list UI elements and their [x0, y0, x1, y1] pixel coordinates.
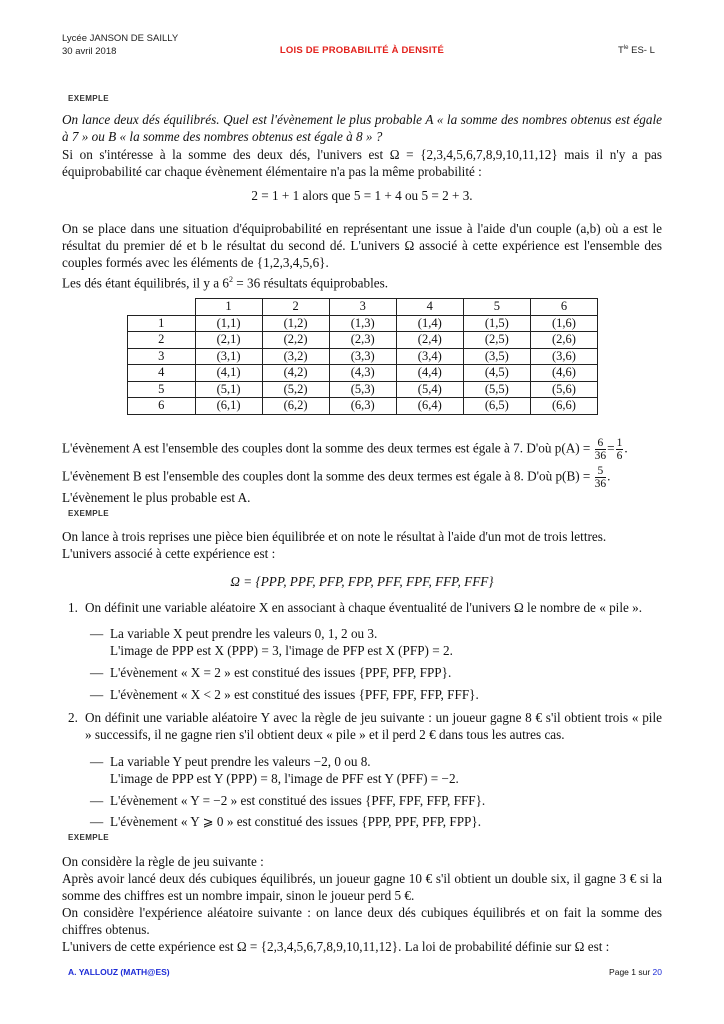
footer-page-number: [609, 967, 662, 977]
table-cell: (5,1): [195, 381, 262, 398]
class-prefix: T: [618, 45, 624, 57]
table-cell: (6,6): [530, 398, 597, 415]
table-cell: (3,5): [463, 348, 530, 365]
table-cell: (6,1): [195, 398, 262, 415]
bullet-item: [90, 664, 660, 681]
row-header: 1: [128, 315, 196, 332]
bullet-text-2: L'image de PPP est Y (PPP) = 8, l'image de PFF est Y (PFF) = −2.: [110, 771, 459, 787]
page-prefix: Page 1 sur: [609, 967, 653, 977]
example1-question: On lance deux dés équilibrés. Quel est l'évènement le plus probable A « la somme des nombres obtenus est égale à 7 » ou B « la somme des nombres obtenus est égale à 8 » ?: [62, 112, 662, 145]
bullet-text: La variable Y peut prendre les valeurs −2, 0 ou 8.: [110, 754, 371, 769]
example1-equation: 2 = 1 + 1 alors que 5 = 1 + 4 ou 5 = 2 + 3.: [251, 188, 473, 203]
table-cell: (1,2): [262, 315, 329, 332]
class-label: [618, 45, 655, 56]
bullet-text: L'évènement « X = 2 » est constitué des issues {PPF, PFP, FPP}.: [110, 665, 452, 680]
bullet-text-2: L'image de PPP est X (PPP) = 3, l'image de PFP est X (PFP) = 2.: [110, 643, 453, 659]
event-b-line: L'évènement B est l'ensemble des couples dont la somme des deux termes est égale à 8. D'où p(B) = $\frac{5}{36}$ .: [62, 465, 611, 490]
row-header: 6: [128, 398, 196, 415]
list-item-2: [68, 709, 662, 743]
row-header: 2: [128, 332, 196, 349]
table-cell: (5,6): [530, 381, 597, 398]
frac-den: 6: [616, 450, 623, 462]
bullet-item: [90, 813, 660, 830]
table-row: [128, 332, 598, 349]
table-row: [128, 365, 598, 382]
fraction-6-36: [595, 437, 607, 462]
bullet-item: [90, 686, 660, 703]
school-name: Lycée JANSON DE SAILLY: [62, 33, 179, 44]
example2-para1: On lance à trois reprises une pièce bien équilibrée et on note le résultat à l'aide d'un mot de trois lettres.: [62, 529, 607, 544]
event-b-text: L'évènement B est l'ensemble des couples dont la somme des deux termes est égale à 8. D'où p(B) =: [62, 468, 591, 484]
table-cell: (3,6): [530, 348, 597, 365]
row-header: 4: [128, 365, 196, 382]
table-row: [128, 398, 598, 415]
column-header: 4: [396, 299, 463, 316]
coin-universe: Ω = {PPP, PPF, PFP, FPP, PFF, FPF, FFP, FFF}: [230, 574, 494, 589]
dash-bullet-icon: —: [90, 814, 104, 829]
column-header: 3: [329, 299, 396, 316]
fraction-5-36: [595, 465, 607, 490]
table-row: [128, 315, 598, 332]
column-header: 1: [195, 299, 262, 316]
fraction-1-6: [616, 437, 624, 462]
list-number: 1.: [68, 600, 78, 615]
table-cell: (2,4): [396, 332, 463, 349]
table-cell: (1,4): [396, 315, 463, 332]
table-cell: (3,4): [396, 348, 463, 365]
table-cell: (5,5): [463, 381, 530, 398]
table-cell: (4,5): [463, 365, 530, 382]
example-label: EXEMPLE: [68, 833, 110, 842]
table-row: [128, 348, 598, 365]
list-number: 2.: [68, 710, 78, 725]
table-cell: (5,3): [329, 381, 396, 398]
frac-den: 36: [594, 478, 607, 490]
list-item-1: [68, 599, 668, 616]
document-title: LOIS DE PROBABILITÉ À DENSITÉ: [279, 45, 445, 56]
table-cell: (1,6): [530, 315, 597, 332]
table-cell: (6,4): [396, 398, 463, 415]
bullet-item: [90, 625, 660, 659]
table-cell: (1,1): [195, 315, 262, 332]
example-label: EXEMPLE: [68, 94, 110, 103]
table-cell: (2,5): [463, 332, 530, 349]
table-cell: (2,6): [530, 332, 597, 349]
table-cell: (4,1): [195, 365, 262, 382]
row-header: 5: [128, 381, 196, 398]
table-cell: (1,5): [463, 315, 530, 332]
table-cell: (3,2): [262, 348, 329, 365]
table-cell: (5,4): [396, 381, 463, 398]
dash-bullet-icon: —: [90, 665, 104, 680]
dice-outcomes-table: [127, 298, 598, 415]
bullet-text: L'évènement « Y = −2 » est constitué des issues {PFF, FPF, FFP, FFF}.: [110, 793, 486, 808]
example-label: EXEMPLE: [68, 509, 110, 518]
table-cell: (1,3): [329, 315, 396, 332]
frac-den: 36: [594, 450, 607, 462]
bullet-item: [90, 753, 660, 787]
example3-para2: Après avoir lancé deux dés cubiques équilibrés, un joueur gagne 10 € s'il obtient un double six, il gagne 3 € si la somme des chiffres est un nombre impair, sinon le joueur perd 5 €.: [62, 871, 662, 904]
dash-bullet-icon: —: [90, 754, 104, 769]
table-row: [128, 381, 598, 398]
bullet-text: La variable X peut prendre les valeurs 0, 1, 2 ou 3.: [110, 626, 378, 641]
table-header-row: [128, 299, 598, 316]
list-item-text: On définit une variable aléatoire X en associant à chaque éventualité de l'univers Ω le nombre de « pile ».: [85, 600, 643, 615]
frac-num: 5: [595, 465, 607, 478]
event-a-text: L'évènement A est l'ensemble des couples dont la somme des deux termes est égale à 7. D'où p(A) =: [62, 440, 591, 456]
table-cell: (4,2): [262, 365, 329, 382]
page-total-link[interactable]: 20: [652, 967, 662, 977]
table-cell: (6,3): [329, 398, 396, 415]
example2-para2: L'univers associé à cette expérience est :: [62, 546, 276, 561]
bullet-text: L'évènement « X < 2 » est constitué des issues {PFF, FPF, FFP, FFF}.: [110, 687, 479, 702]
bullet-item: [90, 792, 660, 809]
example3-para1: On considère la règle de jeu suivante :: [62, 854, 264, 869]
table-cell: (4,6): [530, 365, 597, 382]
table-cell: (3,3): [329, 348, 396, 365]
para3-sup: 2: [229, 275, 233, 284]
example1-conclusion: L'évènement le plus probable est A.: [62, 490, 251, 505]
column-header: 2: [262, 299, 329, 316]
event-a-line: L'évènement A est l'ensemble des couples dont la somme des deux termes est égale à 7. D'où p(A) = $\frac{6}{36}$ = $\frac{1}{6}$ .: [62, 437, 628, 462]
example1-para2: On se place dans une situation d'équiprobabilité en représentant une issue à l'aide d'un couple (a,b) où a est le résultat du premier dé et b le résultat du second dé. L'univers Ω associé à cette expérience est l'ensemble des couples formés avec les éléments de {1,2,3,4,5,6}.: [62, 221, 662, 271]
class-sup: le: [623, 45, 629, 51]
table-cell: (4,4): [396, 365, 463, 382]
row-header: 3: [128, 348, 196, 365]
frac-num: 1: [616, 437, 623, 449]
table-cell: (2,2): [262, 332, 329, 349]
table-cell: (2,1): [195, 332, 262, 349]
table-cell: (3,1): [195, 348, 262, 365]
footer-author: A. YALLOUZ (MATH@ES): [68, 967, 170, 977]
example3-para3: On considère l'expérience aléatoire suivante : on lance deux dés cubiques équilibrés et on fait la somme des chiffres obtenus.: [62, 905, 662, 938]
document-date: 30 avril 2018: [62, 46, 117, 57]
dash-bullet-icon: —: [90, 626, 104, 641]
class-suffix: ES- L: [628, 45, 655, 57]
table-cell: (2,3): [329, 332, 396, 349]
table-cell: (6,5): [463, 398, 530, 415]
example1-para1: Si on s'intéresse à la somme des deux dés, l'univers est Ω = {2,3,4,5,6,7,8,9,10,11,12} mais il n'y a pas équiprobabilité car chaque évènement élémentaire n'a pas la même probabilité :: [62, 147, 662, 180]
dash-bullet-icon: —: [90, 793, 104, 808]
table-corner: [128, 299, 196, 316]
frac-num: 6: [595, 437, 607, 450]
list-item-text: On définit une variable aléatoire Y avec la règle de jeu suivante : un joueur gagne 8 € s'il obtient trois « pile » successifs, il ne gagne rien s'il obtient deux « pile » et il perd 2 € dans tous les autres cas.: [85, 710, 662, 743]
example1-para3: [62, 271, 662, 292]
dash-bullet-icon: —: [90, 687, 104, 702]
bullet-text: L'évènement « Y ⩾ 0 » est constitué des issues {PPP, PPF, PFP, FPP}.: [110, 814, 482, 829]
table-cell: (6,2): [262, 398, 329, 415]
table-cell: (5,2): [262, 381, 329, 398]
column-header: 6: [530, 299, 597, 316]
table-cell: (4,3): [329, 365, 396, 382]
column-header: 5: [463, 299, 530, 316]
para3-post: = 36 résultats équiprobables.: [233, 275, 389, 291]
example3-para4: L'univers de cette expérience est Ω = {2,3,4,5,6,7,8,9,10,11,12}. La loi de probabilité définie sur Ω est :: [62, 939, 610, 954]
para3-pre: Les dés étant équilibrés, il y a 6: [62, 275, 229, 291]
